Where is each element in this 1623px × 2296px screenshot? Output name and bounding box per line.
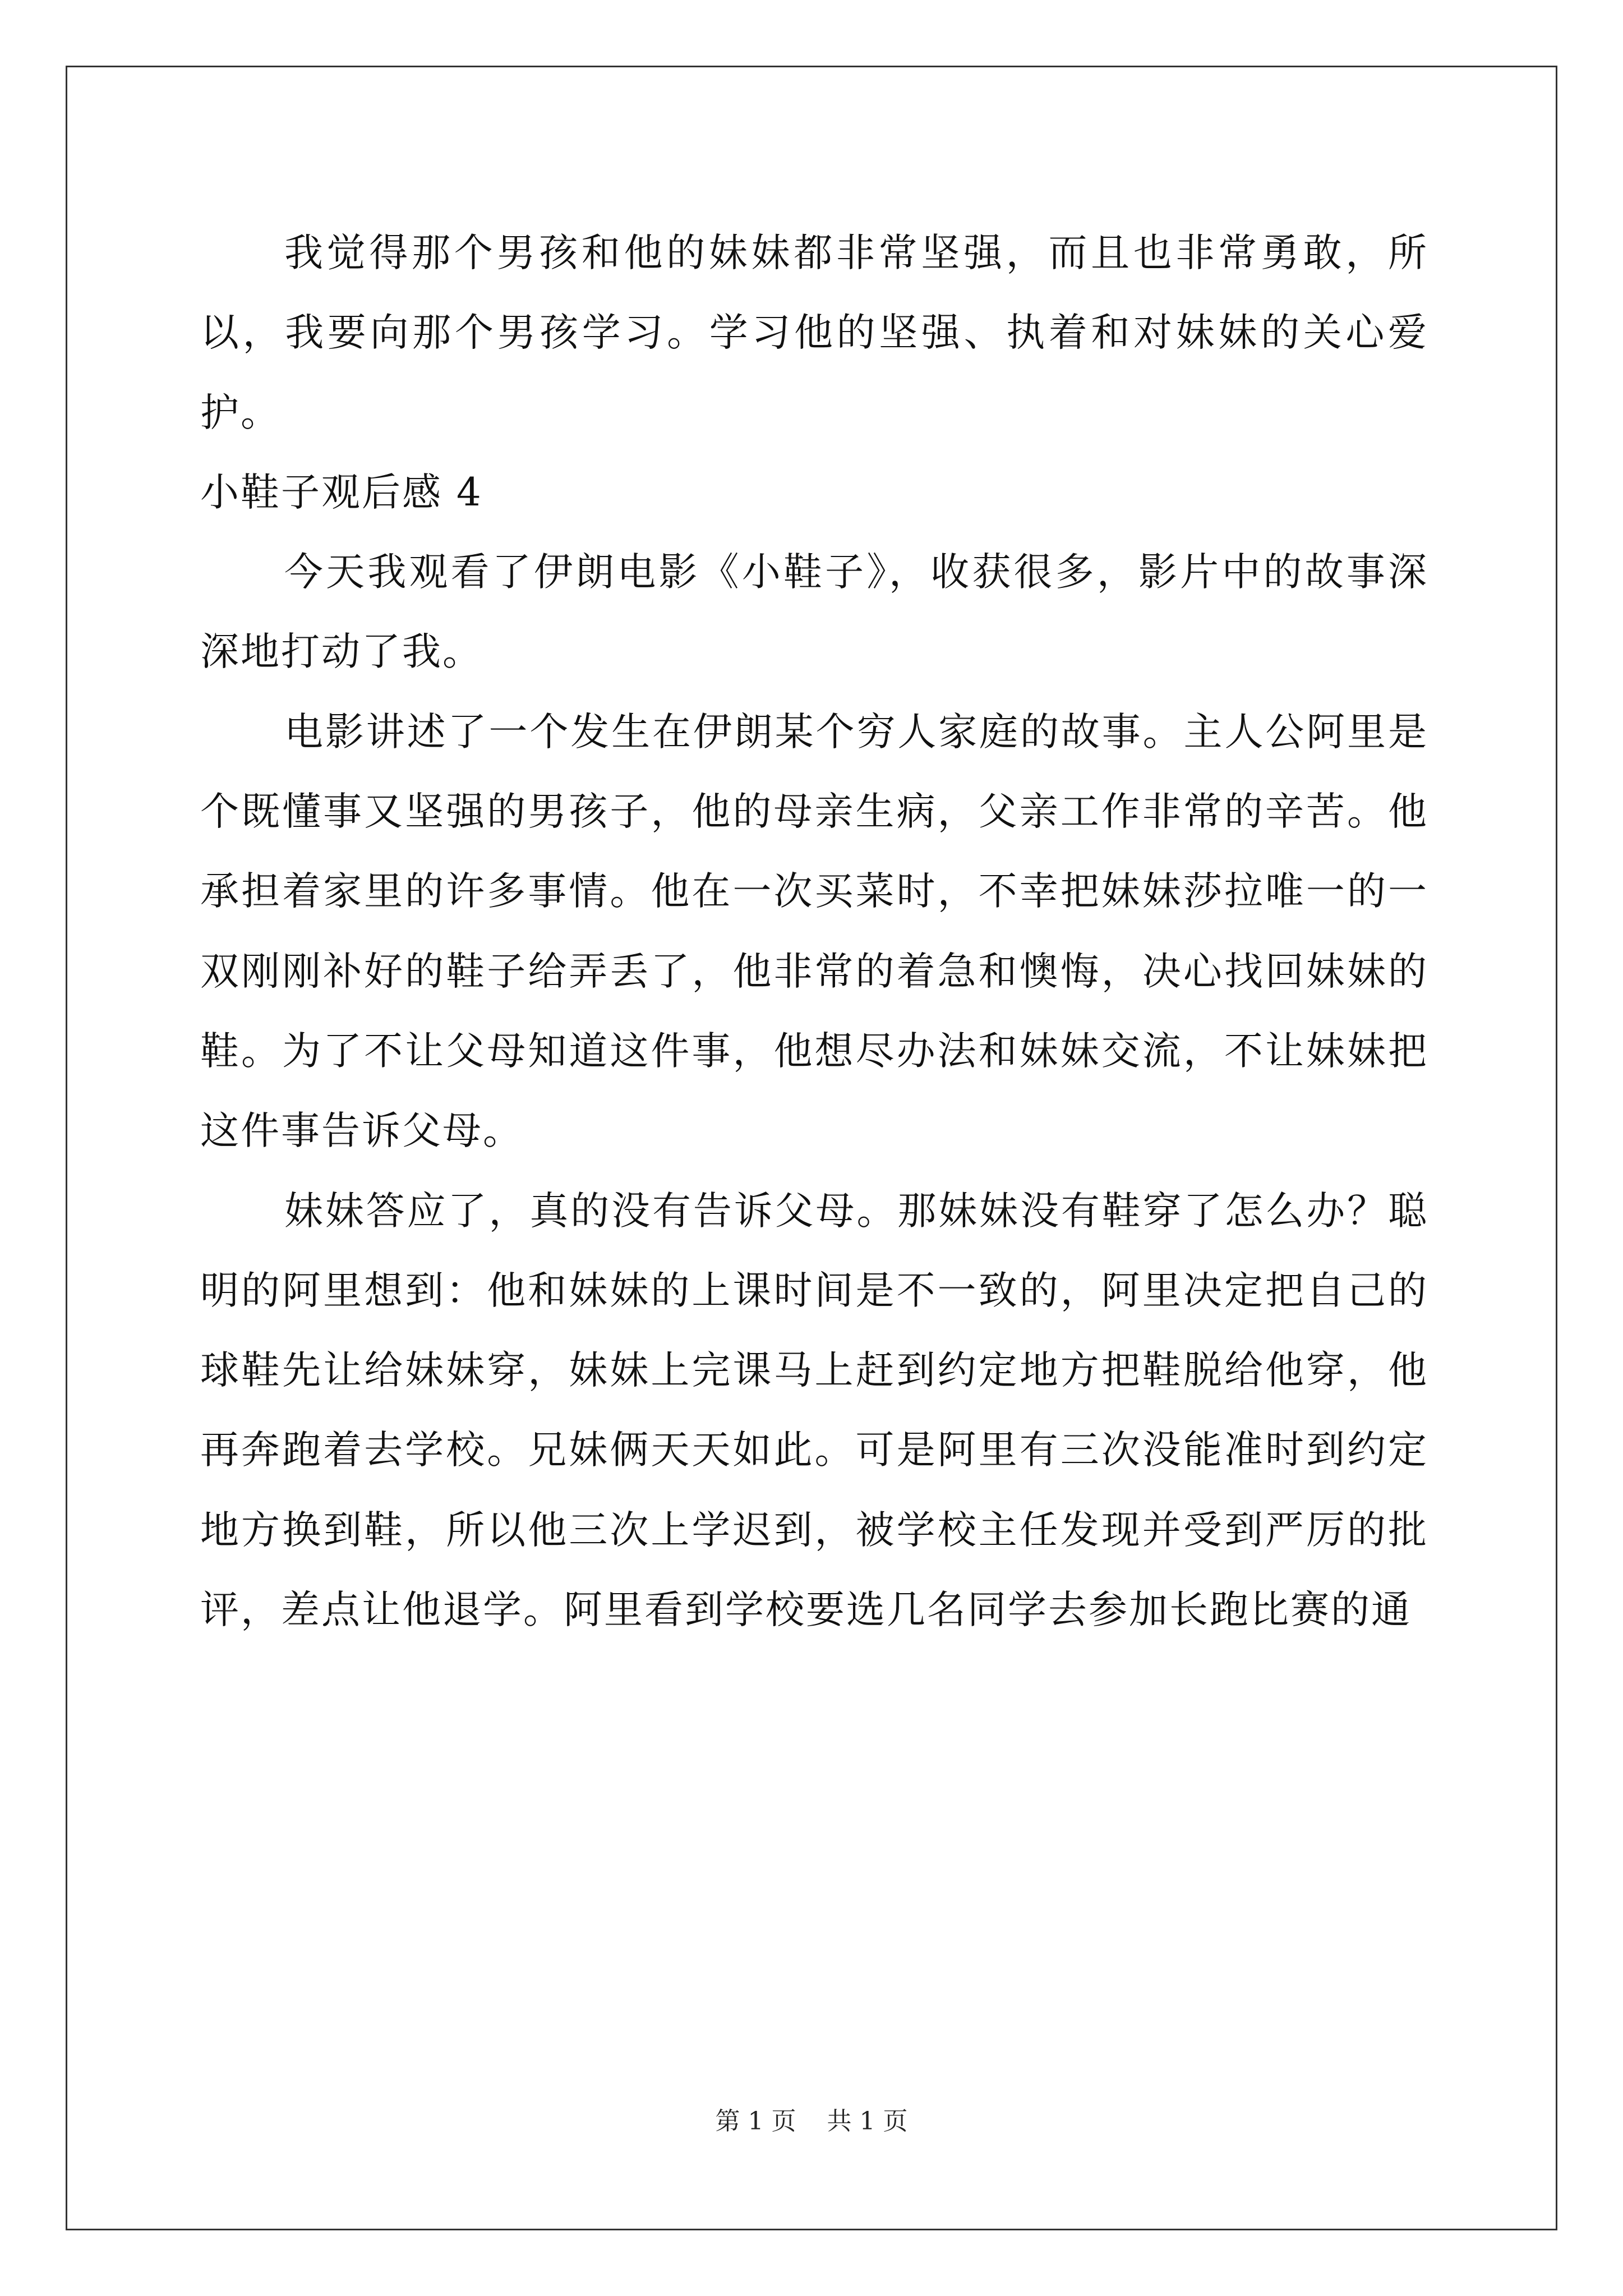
page-number: 第 1 页 (715, 2107, 796, 2136)
paragraph: 妹妹答应了，真的没有告诉父母。那妹妹没有鞋穿了怎么办？聪明的阿里想到：他和妹妹的上课时间是不一致的，阿里决定把自己的球鞋先让给妹妹穿，妹妹上完课马上赶到约定地方把鞋脱给他穿，他再奔跑着去学校。兄妹俩天天如此。可是阿里有三次没能准时到约定地方换到鞋，所以他三次上学迟到，被学校主任发现并受到严厉的批评，差点让他退学。阿里看到学校要选几名同学去参加长跑比赛的通 (200, 1188, 1428, 1633)
paragraph: 电影讲述了一个发生在伊朗某个穷人家庭的故事。主人公阿里是个既懂事又坚强的男孩子，他的母亲生病，父亲工作非常的辛苦。他承担着家里的许多事情。他在一次买菜时，不幸把妹妹莎拉唯一的一双刚刚补好的鞋子给弄丢了，他非常的着急和懊悔，决心找回妹妹的鞋。为了不让父母知道这件事，他想尽办法和妹妹交流，不让妹妹把这件事告诉父母。 (200, 709, 1428, 1154)
document-body (200, 213, 1428, 1650)
paragraph: 今天我观看了伊朗电影《小鞋子》，收获很多，影片中的故事深深地打动了我。 (200, 550, 1428, 675)
section-title: 小鞋子观后感 4 (200, 470, 483, 515)
page-total: 共 1 页 (827, 2107, 908, 2136)
page-footer (0, 2101, 1623, 2137)
paragraph: 我觉得那个男孩和他的妹妹都非常坚强，而且也非常勇敢，所以，我要向那个男孩学习。学习他的坚强、执着和对妹妹的关心爱护。 (200, 231, 1428, 435)
